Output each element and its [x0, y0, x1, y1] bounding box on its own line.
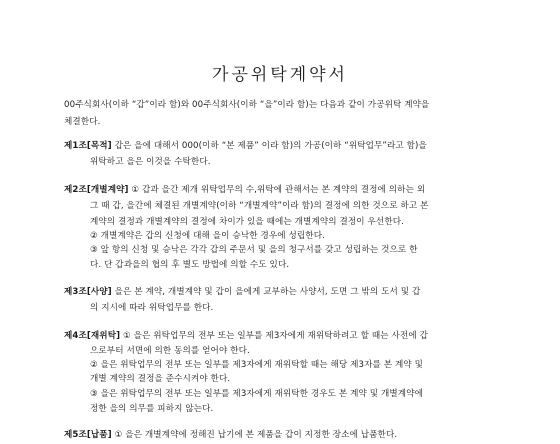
article-text-line: ③ 을은 위탁업무의 전부 또는 일부를 제3자에게 재위탁한 경우도 본 계약 및 개별계약에 [90, 389, 424, 399]
article-2-first-line [64, 185, 504, 196]
article-5-heading: 제5조[납품] [64, 430, 112, 440]
article-1-heading: 제1조[목적] [64, 141, 112, 151]
article-1-text: 갑은 을에 대해서 000(이하 “본 제품” 이라 함)의 가공(이하 “위탁업무”라고 함)을 [114, 141, 427, 151]
article-2-heading: 제2조[개별계약] [64, 185, 129, 195]
document-title: 가공위탁계약서 [212, 65, 348, 85]
intro-line: 00주식회사(이하 “갑”이라 함)와 00주식회사(이하 “을”이라 함)는 다음과 같이 가공위탁 계약을 [64, 100, 430, 110]
article-3-text: 을은 본 계약, 개별계약 및 갑이 을에게 교부하는 사양서, 도면 그 밖의 도서 및 갑 [114, 287, 421, 297]
article-1-first-line [64, 141, 504, 152]
article-text-line: 다. 단 갑과을의 협의 후 별도 방법에 의할 수도 있다. [90, 260, 290, 270]
article-text-line: 위탁하고 을은 이것을 수탁한다. [90, 157, 211, 167]
article-2-text: ① 갑과 을간 제개 위탁업무의 수,위탁에 관해서는 본 계약의 결정에 의하는 외 [131, 185, 426, 195]
article-text-line: ② 개별계약은 갑의 신청에 대해 을이 승낙한 경우에 성립한다. [90, 231, 325, 241]
article-text-line: 정한 을의 의무를 피하지 않는다. [90, 404, 214, 414]
article-3-first-line [64, 287, 504, 298]
article-text-line: ③ 앞 항의 신청 및 승낙은 각각 갑의 주문서 및 을의 청구서를 갖고 성립하는 것으로 한 [90, 245, 418, 255]
article-4-first-line [64, 331, 504, 342]
intro-line: 체결한다. [64, 117, 101, 127]
article-text-line: ② 을은 위탁업무의 전부 또는 일부를 제3자에게 재위탁할 때는 해당 제3자를 본 계약 및 [90, 360, 424, 370]
article-4-heading: 제4조[재위탁] [64, 331, 121, 341]
article-5-text: ① 을은 개별계약에 정해진 납기에 본 제품을 갑이 지정한 장소에 납품한다. [114, 430, 398, 440]
article-text-line: 그 때 갑, 을간에 체결된 개별계약(이하 “개별계약”이라 함)의 결정에 의한 것으로 하고 본 [90, 201, 429, 211]
article-3-heading: 제3조[사양] [64, 287, 112, 297]
article-5-first-line [64, 430, 504, 441]
article-4-text: ① 을은 위탁업무의 전부 또는 일부를 제3자에게 재위탁하려고 할 때는 사전에 갑 [123, 331, 428, 341]
article-text-line: 의 지시에 따라 위탁업무를 한다. [90, 303, 214, 313]
article-text-line: 으로부터 서면에 의한 동의를 얻어야 한다. [90, 346, 250, 356]
article-text-line: 계약의 결정과 개별계약의 결정에 차이가 있을 때에는 개별계약의 결정이 우선한다. [90, 217, 404, 227]
article-text-line: 개별 계약의 결정을 준수시켜야 한다. [90, 374, 231, 384]
